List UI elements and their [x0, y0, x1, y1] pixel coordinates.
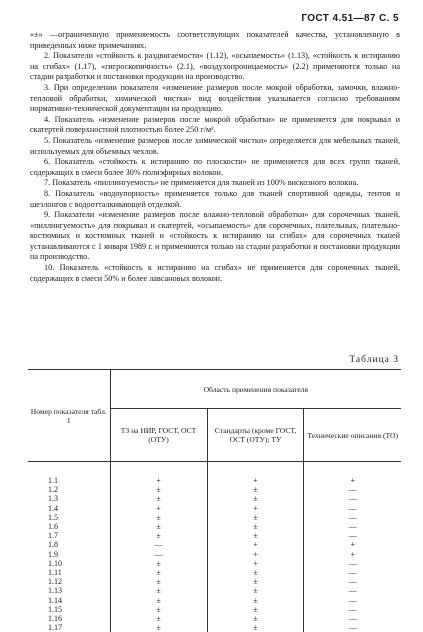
applicability-mark: +: [207, 559, 304, 568]
row-number: 1.7: [28, 531, 110, 540]
note-paragraph: 10. Показатель «стойкость к истиранию на сгибах» не применяется для сорочечных тканей, содержащих в смеси 50% и более лавсановых волокон.: [30, 263, 400, 284]
row-number: 1.9: [28, 550, 110, 559]
table-row: [28, 531, 401, 540]
column-header-number: Номер показателя табл. 1: [28, 370, 110, 462]
applicability-mark: ±: [207, 494, 304, 503]
applicability-mark: ±: [110, 559, 207, 568]
row-number: 1.12: [28, 577, 110, 586]
applicability-mark: —: [304, 614, 401, 623]
applicability-mark: +: [304, 462, 401, 486]
note-paragraph: 8. Показатель «водоупорность» применяется только для тканей спортивной одежды, тентов и шезлонгов с водоотталкивающей отделкой.: [30, 189, 400, 210]
row-number: 1.5: [28, 513, 110, 522]
applicability-mark: ±: [207, 623, 304, 632]
applicability-mark: +: [207, 504, 304, 513]
applicability-mark: —: [304, 623, 401, 632]
applicability-mark: +: [304, 550, 401, 559]
row-number: 1.11: [28, 568, 110, 577]
table-body: [28, 462, 401, 632]
note-paragraph: 7. Показатель «пиллингуемость» не применяется для тканей из 100% вискозного волокна.: [30, 178, 400, 189]
applicability-mark: —: [304, 605, 401, 614]
table-row: [28, 596, 401, 605]
applicability-mark: ±: [110, 623, 207, 632]
applicability-mark: ±: [207, 531, 304, 540]
applicability-mark: ±: [207, 568, 304, 577]
table-row: [28, 568, 401, 577]
applicability-mark: +: [110, 504, 207, 513]
note-paragraph: 2. Показатели «стойкость к раздвигаемости» (1.12), «осыпаемость» (1.13), «стойкость к истиранию на сгибах» (1.17), «гигроскопичность» (2.1), «воздухопроницаемость» (2.2) применяются только на стадии разработки и постановки продукции на производство.: [30, 51, 400, 83]
table-row: [28, 494, 401, 503]
row-number: 1.15: [28, 605, 110, 614]
group-header: Область применения показателя: [110, 370, 401, 409]
applicability-mark: ±: [110, 605, 207, 614]
applicability-mark: ±: [110, 494, 207, 503]
column-header-standards: Стандарты (кроме ГОСТ, ОСТ (ОТУ); ТУ: [207, 409, 304, 462]
applicability-mark: ±: [110, 513, 207, 522]
row-number: 1.17: [28, 623, 110, 632]
applicability-mark: ±: [110, 596, 207, 605]
applicability-mark: ±: [110, 614, 207, 623]
applicability-mark: —: [304, 577, 401, 586]
applicability-mark: ±: [207, 586, 304, 595]
applicability-mark: ±: [207, 614, 304, 623]
applicability-mark: —: [304, 586, 401, 595]
table-row: [28, 559, 401, 568]
table-row: [28, 577, 401, 586]
applicability-mark: ±: [110, 586, 207, 595]
applicability-mark: —: [304, 568, 401, 577]
table-row: [28, 540, 401, 549]
applicability-mark: +: [304, 540, 401, 549]
applicability-mark: +: [207, 462, 304, 486]
applicability-table: [28, 369, 401, 632]
applicability-mark: ±: [207, 513, 304, 522]
applicability-mark: ±: [207, 605, 304, 614]
note-paragraph: 3. При определении показателя «изменение размеров после мокрой обработки, замочки, влажно-тепловой обработки, химической чистки» вид воздействия указывается согласно требованиям нормативно-технической документации на продукцию.: [30, 83, 400, 115]
applicability-mark: —: [304, 494, 401, 503]
applicability-mark: —: [110, 550, 207, 559]
row-number: 1.14: [28, 596, 110, 605]
table-row: [28, 504, 401, 513]
applicability-mark: ±: [207, 596, 304, 605]
row-number: 1.2: [28, 485, 110, 494]
row-number: 1.10: [28, 559, 110, 568]
table-row: [28, 550, 401, 559]
row-number: 1.8: [28, 540, 110, 549]
note-paragraph: 6. Показатель «стойкость к истиранию по плоскости» не применяется для всех групп тканей, содержащих в смеси более 30% полиэфирных волокон.: [30, 157, 400, 178]
applicability-mark: ±: [207, 577, 304, 586]
row-number: 1.1: [28, 462, 110, 486]
applicability-mark: —: [304, 531, 401, 540]
column-header-to: Технические описания (ТО): [304, 409, 401, 462]
row-number: 1.3: [28, 494, 110, 503]
note-paragraph: 5. Показатель «изменение размеров после химической чистки» определяется для мебельных тканей, используемых для объемных чехлов.: [30, 136, 400, 157]
page-header: ГОСТ 4.51—87 С. 5: [301, 13, 399, 24]
table-row: [28, 513, 401, 522]
applicability-mark: —: [304, 596, 401, 605]
table-row: [28, 522, 401, 531]
table-row: [28, 586, 401, 595]
table-row: [28, 605, 401, 614]
applicability-mark: —: [304, 559, 401, 568]
applicability-mark: ±: [110, 522, 207, 531]
applicability-mark: ±: [207, 522, 304, 531]
note-paragraph: 9. Показатели «изменение размеров после влажно-тепловой обработки» для сорочечных тканей, «пиллингуемость» для покрывал и скатертей, «осыпаемость» для сорочечных, плательных, плательно-костюмных и костюмных тканей и «стойкость к истиранию на сгибах» для сорочечных тканей устанавливаются с 1 января 1989 г. и применяются только на стадии разработки и постановки продукции на производство.: [30, 210, 400, 263]
table-row: [28, 485, 401, 494]
applicability-mark: —: [304, 504, 401, 513]
row-number: 1.16: [28, 614, 110, 623]
applicability-mark: +: [207, 540, 304, 549]
table-row: [28, 462, 401, 486]
applicability-mark: —: [304, 513, 401, 522]
applicability-mark: ±: [110, 577, 207, 586]
applicability-mark: +: [110, 462, 207, 486]
row-number: 1.4: [28, 504, 110, 513]
applicability-mark: —: [304, 485, 401, 494]
applicability-mark: ±: [207, 485, 304, 494]
applicability-mark: —: [110, 540, 207, 549]
note-paragraph: «±» —ограниченную применяемость соответствующих показателей качества, установленную в приведенных ниже примечаниях.: [30, 30, 400, 51]
notes-text: [30, 30, 400, 284]
applicability-mark: —: [304, 522, 401, 531]
row-number: 1.13: [28, 586, 110, 595]
column-header-tz: ТЗ на НИР, ГОСТ, ОСТ (ОТУ): [110, 409, 207, 462]
applicability-mark: +: [207, 550, 304, 559]
applicability-mark: ±: [110, 568, 207, 577]
row-number: 1.6: [28, 522, 110, 531]
table-row: [28, 614, 401, 623]
note-paragraph: 4. Показатель «изменение размеров после мокрой обработки» не применяется для покрывал и скатертей поверхностной плотностью более 250 г/м².: [30, 115, 400, 136]
applicability-mark: ±: [110, 485, 207, 494]
table-caption: Таблица 3: [349, 355, 399, 365]
applicability-mark: ±: [110, 531, 207, 540]
